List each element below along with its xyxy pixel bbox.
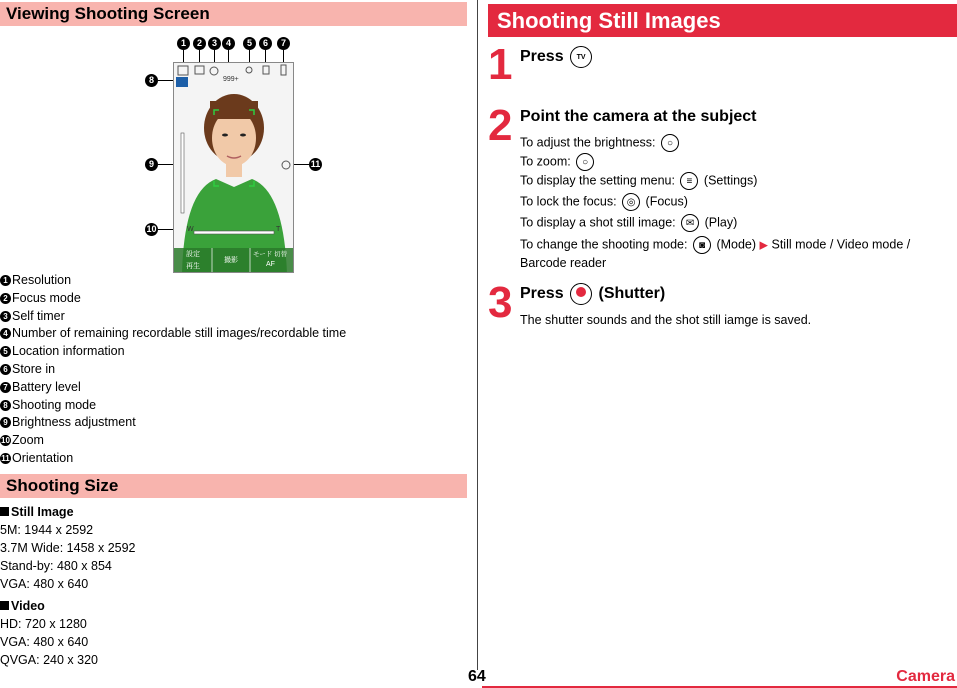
shooting-size-header: Shooting Size bbox=[0, 474, 467, 498]
callout-11: 11 bbox=[310, 159, 321, 169]
updown-key-icon: ○ bbox=[661, 134, 679, 152]
camera-key-icon: ◙ bbox=[693, 236, 711, 254]
column-divider bbox=[477, 0, 478, 670]
callout-8: 8 bbox=[145, 74, 158, 87]
list-item: 3 Self timer bbox=[0, 308, 346, 326]
step-2-focus: To lock the focus: ◎ (Focus) bbox=[520, 193, 688, 211]
step-2-mode-cont: Barcode reader bbox=[520, 256, 607, 270]
softkey-shoot: 撮影 bbox=[224, 257, 238, 264]
step-2-title: Point the camera at the subject bbox=[520, 108, 757, 125]
shutter-key-icon bbox=[570, 283, 592, 305]
remaining-count: 999+ bbox=[223, 76, 239, 83]
step-1-number: 1 bbox=[488, 40, 513, 89]
step-2-play: To display a shot still image: ✉ (Play) bbox=[520, 214, 737, 232]
callout-5: 5 bbox=[243, 37, 256, 50]
size-item: 5M: 1944 x 2592 bbox=[0, 523, 94, 537]
step-1-title: Press TV bbox=[520, 46, 594, 68]
size-item: VGA: 480 x 640 bbox=[0, 577, 89, 591]
softkey-af: AF bbox=[266, 261, 275, 268]
screen-item-list bbox=[0, 272, 346, 468]
size-item: VGA: 480 x 640 bbox=[0, 635, 89, 649]
right-column bbox=[488, 0, 957, 688]
shooting-size-list bbox=[0, 503, 136, 669]
list-item: 7 Battery level bbox=[0, 379, 346, 397]
zoom-w-label: W bbox=[187, 226, 194, 233]
left-column bbox=[0, 0, 467, 688]
list-item: 9 Brightness adjustment bbox=[0, 414, 346, 432]
callout-2: 2 bbox=[193, 37, 206, 50]
size-item: QVGA: 240 x 320 bbox=[0, 653, 98, 667]
size-item: 3.7M Wide: 1458 x 2592 bbox=[0, 541, 136, 555]
viewing-shooting-screen-header: Viewing Shooting Screen bbox=[0, 2, 467, 26]
callout-7: 7 bbox=[277, 37, 290, 50]
step-2-number: 2 bbox=[488, 101, 513, 150]
softkey-settings: 設定 bbox=[186, 251, 200, 258]
list-item: 4 Number of remaining recordable still images/recordable time bbox=[0, 325, 346, 343]
camera-key-icon: TV bbox=[570, 46, 592, 68]
still-image-subheading: Still Image bbox=[0, 503, 136, 521]
section-name: Camera bbox=[896, 668, 955, 685]
step-3-title: Press (Shutter) bbox=[520, 283, 665, 305]
step-3-number: 3 bbox=[488, 278, 513, 327]
size-item: HD: 720 x 1280 bbox=[0, 617, 87, 631]
zoom-t-label: T bbox=[276, 226, 281, 233]
list-item: 1 Resolution bbox=[0, 272, 346, 290]
list-item: 8 Shooting mode bbox=[0, 397, 346, 415]
shooting-still-images-header: Shooting Still Images bbox=[488, 4, 957, 37]
list-item: 5 Location information bbox=[0, 343, 346, 361]
callout-9: 9 bbox=[145, 158, 158, 171]
list-item: 6 Store in bbox=[0, 361, 346, 379]
page-number: 64 bbox=[468, 668, 486, 685]
callout-3: 3 bbox=[208, 37, 221, 50]
leftright-key-icon: ○ bbox=[576, 153, 594, 171]
size-item: Stand-by: 480 x 854 bbox=[0, 559, 112, 573]
menu-key-icon: ≡ bbox=[680, 172, 698, 190]
callout-10: 10 bbox=[146, 224, 157, 234]
camera-preview-illustration bbox=[174, 63, 294, 273]
step-2-zoom: To zoom: ○ bbox=[520, 153, 596, 171]
softkey-play: 再生 bbox=[186, 263, 200, 270]
i-mode-key-icon: ◎ bbox=[622, 193, 640, 211]
camera-screen-image bbox=[173, 62, 294, 273]
step-2-mode: To change the shooting mode: ◙ (Mode) ▶ Still mode / Video mode / bbox=[520, 236, 910, 254]
list-item: 11 Orientation bbox=[1, 450, 74, 465]
callout-1: 1 bbox=[177, 37, 190, 50]
list-item: 10 Zoom bbox=[1, 433, 44, 448]
callout-4: 4 bbox=[222, 37, 235, 50]
video-subheading: Video bbox=[0, 597, 136, 615]
mail-key-icon: ✉ bbox=[681, 214, 699, 232]
list-item: 2 Focus mode bbox=[0, 290, 346, 308]
step-3-body: The shutter sounds and the shot still iamge is saved. bbox=[520, 313, 812, 327]
softkey-mode: モード 切替 bbox=[253, 251, 288, 258]
step-2-brightness: To adjust the brightness: ○ bbox=[520, 134, 681, 152]
arrow-icon: ▶ bbox=[759, 239, 768, 252]
step-2-menu: To display the setting menu: ≡ (Settings) bbox=[520, 172, 757, 190]
callout-6: 6 bbox=[259, 37, 272, 50]
